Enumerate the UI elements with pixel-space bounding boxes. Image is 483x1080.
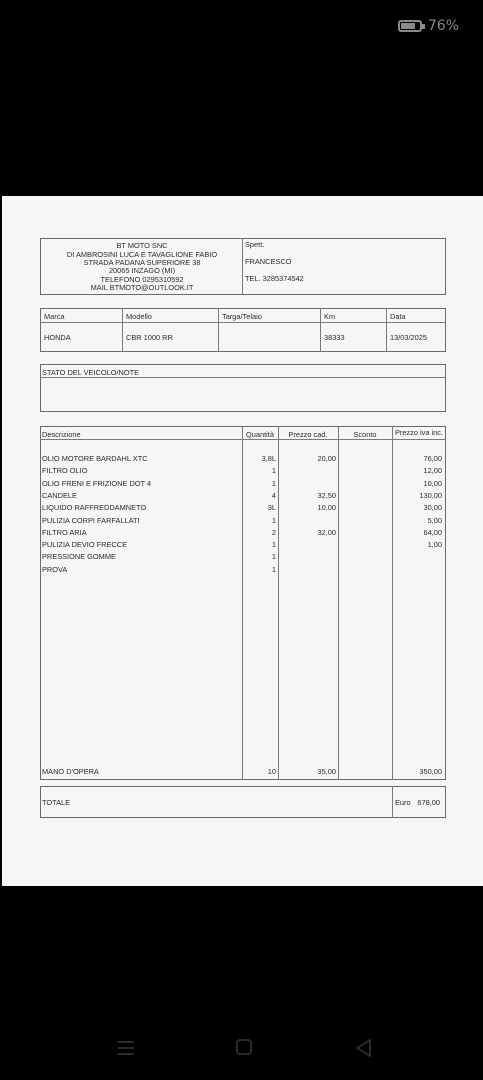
item-quantity: 1 <box>271 552 276 562</box>
item-total: 30,00 <box>423 503 442 513</box>
item-total: 5,00 <box>427 515 442 525</box>
labor-quantity: 10 <box>267 767 276 776</box>
item-description: PULIZIA DEVIO FRECCE <box>42 540 128 550</box>
item-description: OLIO MOTORE BARDAHL XTC <box>42 454 148 463</box>
battery-icon <box>398 20 422 32</box>
notes-label: STATO DEL VEICOLO/NOTE <box>42 368 140 377</box>
status-bar <box>398 18 459 34</box>
customer-phone: TEL. 3285374542 <box>245 274 304 283</box>
company-owners: DI AMBROSINI LUCA E TAVAGLIONE FABIO <box>66 250 218 259</box>
labor-total: 350,00 <box>419 767 442 776</box>
labor-unit-price: 35,00 <box>317 767 336 776</box>
vehicle-model: CBR 1000 RR <box>126 333 173 342</box>
company-phone: TELEFONO 0295310592 <box>100 275 184 284</box>
company-address: STRADA PADANA SUPERIORE 38 <box>83 258 201 267</box>
item-quantity: 1 <box>271 540 276 550</box>
item-quantity: 1 <box>271 466 276 476</box>
battery-percent: 76% <box>427 18 459 34</box>
item-description: PRESSIONE GOMME <box>42 552 116 562</box>
item-quantity: 1 <box>271 564 276 574</box>
company-city: 20065 INZAGO (MI) <box>108 266 176 275</box>
item-description: PROVA <box>42 564 68 574</box>
vehicle-header-model: Modello <box>126 312 152 321</box>
vehicle-header-km: Km <box>324 312 336 321</box>
item-description: LIQUIDO RAFFREDDAMNETO <box>42 503 147 513</box>
item-quantity: 3L <box>267 503 276 513</box>
company-name: BT MOTO SNC <box>116 241 168 250</box>
item-description: OLIO FRENI E FRIZIONE DOT 4 <box>42 478 152 488</box>
vehicle-brand: HONDA <box>44 333 71 342</box>
item-quantity: 2 <box>271 527 276 537</box>
item-quantity: 4 <box>271 490 276 500</box>
item-description: FILTRO OLIO <box>42 466 88 476</box>
item-description: FILTRO ARIA <box>42 527 87 537</box>
item-total: 1,00 <box>427 540 442 550</box>
item-total: 76,00 <box>423 454 442 463</box>
items-header-unit-price: Prezzo cad. <box>288 430 328 439</box>
invoice-document <box>2 196 483 886</box>
item-description: PULIZIA CORPI FARFALLATI <box>42 515 140 525</box>
menu-icon[interactable] <box>115 1036 137 1060</box>
company-email: MAIL BTMOTO@OUTLOOK.IT <box>90 283 194 292</box>
labor-description: MANO D'OPERA <box>42 767 99 776</box>
customer-name: FRANCESCO <box>245 257 292 266</box>
vehicle-date: 13/03/2025 <box>390 333 427 342</box>
item-quantity: 1 <box>271 478 276 488</box>
system-nav-bar <box>0 1036 483 1060</box>
item-quantity: 1 <box>271 515 276 525</box>
item-total: 12,00 <box>423 466 442 476</box>
totals-box <box>40 786 446 818</box>
items-header-total: Prezzo iva inc. <box>394 428 444 437</box>
vehicle-header-brand: Marca <box>44 312 65 321</box>
customer-salutation: Spett. <box>245 240 265 249</box>
items-header-description: Descrizione <box>42 430 81 439</box>
back-icon[interactable] <box>352 1036 374 1060</box>
totals-label: TOTALE <box>42 798 71 807</box>
totals-amount: 678,00 <box>417 798 440 807</box>
vehicle-header-plate: Targa/Telaio <box>222 312 262 321</box>
item-quantity: 3,8L <box>261 454 276 463</box>
totals-currency: Euro <box>395 798 411 807</box>
home-icon[interactable] <box>232 1036 256 1060</box>
item-unit-price: 10,00 <box>317 503 336 513</box>
vehicle-km: 38333 <box>324 333 345 342</box>
item-total: 64,00 <box>423 527 442 537</box>
vehicle-header-date: Data <box>390 312 406 321</box>
item-description: CANDELE <box>42 490 77 500</box>
items-header-quantity: Quantità <box>246 430 274 439</box>
item-unit-price: 32,50 <box>317 490 336 500</box>
item-total: 130,00 <box>419 490 442 500</box>
item-unit-price: 32,00 <box>317 527 336 537</box>
item-total: 10,00 <box>423 478 442 488</box>
items-header-discount: Sconto <box>353 430 377 439</box>
item-unit-price: 20,00 <box>317 454 336 463</box>
